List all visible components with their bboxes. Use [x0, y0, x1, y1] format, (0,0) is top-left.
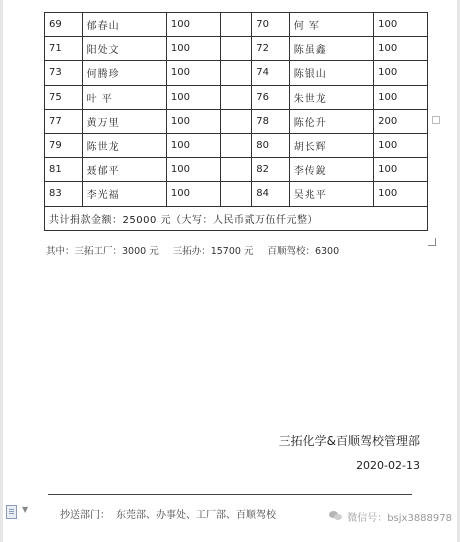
cc-label: 抄送部门：: [60, 510, 110, 521]
blank-cell: [220, 37, 251, 61]
donation-amount: 100: [374, 133, 428, 157]
cc-departments: 东莞部、办事处、工厂部、百顺驾校: [116, 510, 276, 521]
blank-cell: [220, 158, 251, 182]
total-cell: 共计捐款金额：25000 元（大写：人民币贰万伍仟元整）: [45, 206, 428, 230]
donor-name: 叶 平: [82, 85, 166, 109]
donation-amount: 100: [166, 109, 220, 133]
breakdown-plant: 三拓工厂：3000 元: [74, 246, 159, 257]
donor-name: 陈伦升: [289, 109, 373, 133]
record-number: 84: [252, 182, 290, 206]
table-resize-handle[interactable]: [428, 238, 436, 246]
donor-name: 陈世龙: [82, 133, 166, 157]
record-number: 71: [45, 37, 83, 61]
donor-name: 吴兆平: [289, 182, 373, 206]
page-edge-left: [0, 0, 3, 542]
footer-rule: [48, 494, 412, 495]
donation-amount: 100: [374, 61, 428, 85]
table-row: [45, 13, 428, 37]
donor-name: 黄万里: [82, 109, 166, 133]
donor-name: 朱世龙: [289, 85, 373, 109]
table-row: [45, 61, 428, 85]
donation-amount: 100: [374, 85, 428, 109]
record-number: 78: [252, 109, 290, 133]
donor-name: 陈虽鑫: [289, 37, 373, 61]
dropdown-arrow-icon[interactable]: ▼: [22, 505, 29, 514]
donation-amount: 100: [166, 133, 220, 157]
breakdown-office: 三拓办：15700 元: [172, 246, 254, 257]
signature-org: 三拓化学&百顺驾校管理部: [278, 434, 420, 448]
blank-cell: [220, 61, 251, 85]
signature-date: 2020-02-13: [356, 459, 420, 472]
record-number: 81: [45, 158, 83, 182]
donor-name: 阳处文: [82, 37, 166, 61]
donor-name: 郁春山: [82, 13, 166, 37]
donation-amount: 100: [374, 13, 428, 37]
watermark-text: 微信号：bsjx3888978: [347, 513, 452, 524]
table-row: [45, 85, 428, 109]
donation-amount: 100: [166, 158, 220, 182]
record-number: 82: [252, 158, 290, 182]
blank-cell: [220, 133, 251, 157]
breakdown-line: [46, 243, 353, 257]
cc-line: [60, 506, 276, 521]
record-number: 75: [45, 85, 83, 109]
blank-cell: [220, 13, 251, 37]
donor-name: 聂郁平: [82, 158, 166, 182]
table-row: [45, 37, 428, 61]
donation-amount: 100: [166, 13, 220, 37]
record-number: 77: [45, 109, 83, 133]
donation-amount: 100: [374, 37, 428, 61]
donor-name: 何 军: [289, 13, 373, 37]
donation-amount: 100: [374, 158, 428, 182]
record-number: 69: [45, 13, 83, 37]
table-row: [45, 182, 428, 206]
record-number: 74: [252, 61, 290, 85]
record-number: 70: [252, 13, 290, 37]
document-icon[interactable]: [6, 505, 17, 519]
record-number: 79: [45, 133, 83, 157]
record-number: 76: [252, 85, 290, 109]
donation-amount: 200: [374, 109, 428, 133]
donor-name: 何腾珍: [82, 61, 166, 85]
donation-amount: 100: [374, 182, 428, 206]
donor-name: 陈银山: [289, 61, 373, 85]
blank-cell: [220, 85, 251, 109]
watermark: [329, 509, 452, 524]
donor-name: 李传銳: [289, 158, 373, 182]
record-number: 73: [45, 61, 83, 85]
donor-name: 李光福: [82, 182, 166, 206]
blank-cell: [220, 109, 251, 133]
total-row: [45, 206, 428, 230]
table-row: [45, 158, 428, 182]
record-number: 83: [45, 182, 83, 206]
record-number: 80: [252, 133, 290, 157]
donation-amount: 100: [166, 85, 220, 109]
blank-cell: [220, 182, 251, 206]
breakdown-school: 百顺驾校：6300: [267, 246, 340, 257]
donation-amount: 100: [166, 61, 220, 85]
table-row: [45, 133, 428, 157]
donor-name: 胡长辉: [289, 133, 373, 157]
table-row: [45, 109, 428, 133]
breakdown-label: 其中：: [46, 246, 75, 257]
donation-amount: 100: [166, 37, 220, 61]
table-resize-marker[interactable]: [432, 116, 440, 124]
wechat-icon: [329, 511, 343, 522]
donation-table: [44, 12, 428, 231]
record-number: 72: [252, 37, 290, 61]
donation-amount: 100: [166, 182, 220, 206]
